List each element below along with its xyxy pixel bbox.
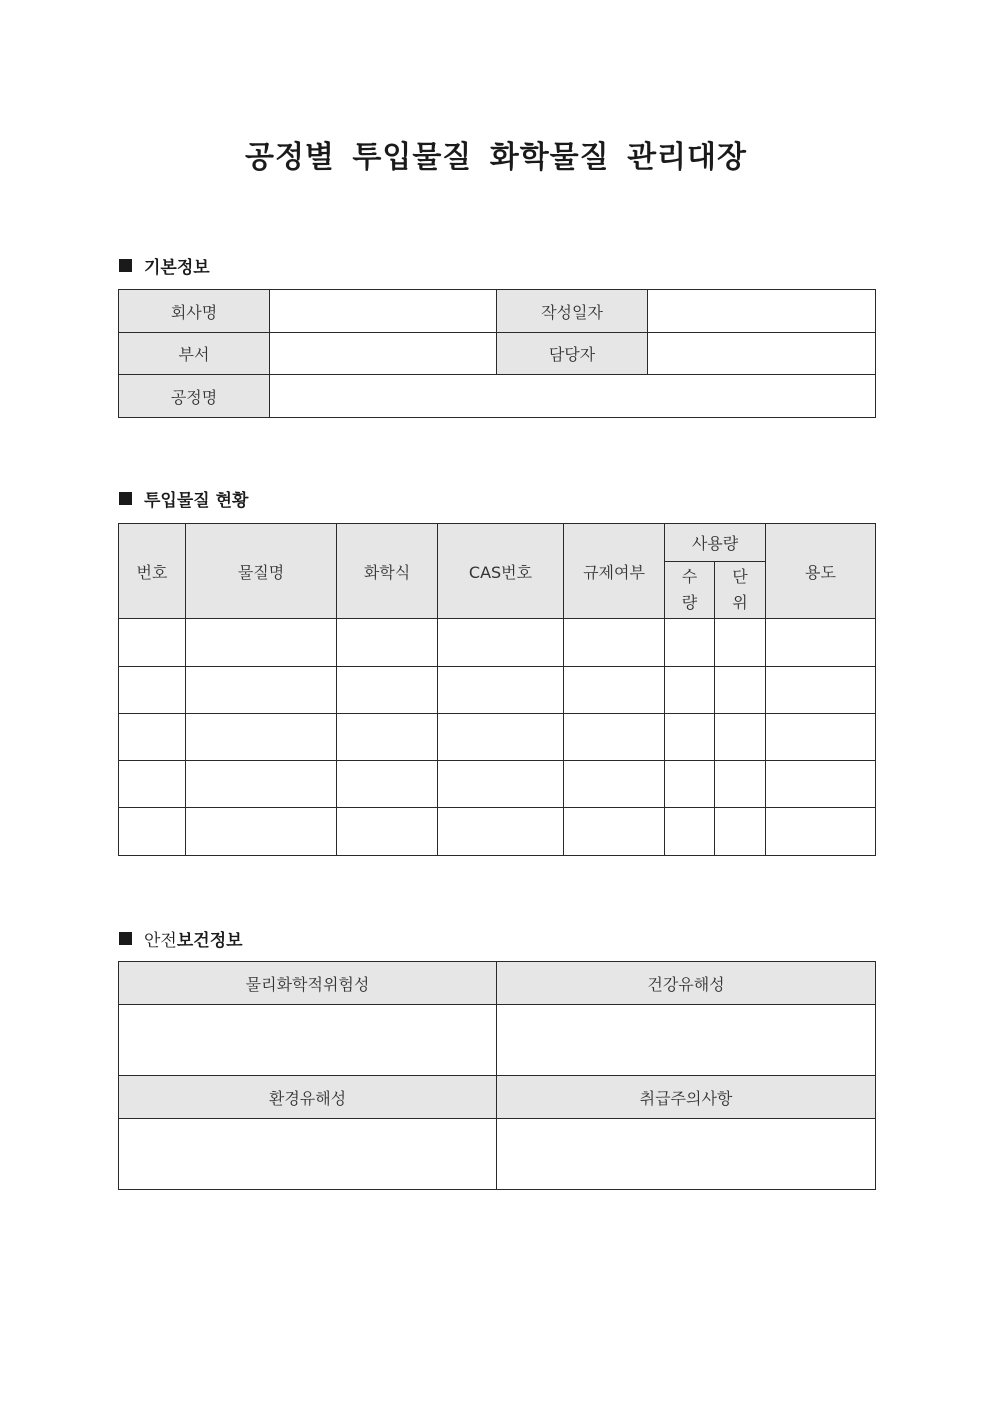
handling-precautions-label: 취급주의사항 <box>497 1076 876 1119</box>
safety-info-heading-bold: 보건정보 <box>176 931 243 951</box>
cell[interactable] <box>438 667 564 714</box>
input-materials-heading-text: 투입물질 현황 <box>144 491 249 511</box>
safety-info-table <box>118 961 876 1190</box>
square-bullet-icon <box>119 492 132 505</box>
cell[interactable] <box>564 808 665 856</box>
cell[interactable] <box>715 808 766 856</box>
col-unit <box>715 562 766 619</box>
col-quantity-char-2: 량 <box>681 593 698 612</box>
cell[interactable] <box>665 761 715 808</box>
basic-info-heading-text: 기본정보 <box>144 258 210 278</box>
col-purpose: 용도 <box>766 524 876 619</box>
square-bullet-icon <box>119 932 132 945</box>
input-materials-table <box>118 523 876 856</box>
basic-info-table <box>118 289 876 418</box>
environmental-hazard-label: 환경유해성 <box>119 1076 497 1119</box>
cell[interactable] <box>337 667 438 714</box>
cell[interactable] <box>715 619 766 667</box>
cell[interactable] <box>766 619 876 667</box>
col-unit-char-2: 위 <box>732 593 748 612</box>
col-unit-char-1: 단 <box>732 567 748 586</box>
date-label: 작성일자 <box>497 290 648 333</box>
cell[interactable] <box>665 714 715 761</box>
cell[interactable] <box>438 761 564 808</box>
cell[interactable] <box>438 714 564 761</box>
cell[interactable] <box>665 667 715 714</box>
company-field[interactable] <box>270 290 497 333</box>
cell[interactable] <box>119 667 186 714</box>
cell[interactable] <box>186 761 337 808</box>
basic-info-heading <box>119 253 210 278</box>
cell[interactable] <box>186 619 337 667</box>
table-row <box>119 761 876 808</box>
cell[interactable] <box>186 808 337 856</box>
col-chemical-formula: 화학식 <box>337 524 438 619</box>
cell[interactable] <box>119 619 186 667</box>
col-regulation: 규제여부 <box>564 524 665 619</box>
cell[interactable] <box>766 714 876 761</box>
manager-field[interactable] <box>648 333 876 375</box>
department-label: 부서 <box>119 333 270 375</box>
health-hazard-field[interactable] <box>497 1005 876 1076</box>
cell[interactable] <box>564 761 665 808</box>
cell[interactable] <box>715 714 766 761</box>
table-row <box>119 619 876 667</box>
handling-precautions-field[interactable] <box>497 1119 876 1190</box>
cell[interactable] <box>665 619 715 667</box>
document-title: 공정별 투입물질 화학물질 관리대장 <box>244 140 748 175</box>
square-bullet-icon <box>119 259 132 272</box>
cell[interactable] <box>564 619 665 667</box>
process-field[interactable] <box>270 375 876 418</box>
cell[interactable] <box>766 667 876 714</box>
cell[interactable] <box>564 667 665 714</box>
input-materials-heading <box>119 486 248 511</box>
cell[interactable] <box>665 808 715 856</box>
col-quantity <box>665 562 715 619</box>
health-hazard-label: 건강유해성 <box>497 962 876 1005</box>
cell[interactable] <box>438 808 564 856</box>
cell[interactable] <box>337 714 438 761</box>
safety-info-heading-light: 안전 <box>144 931 177 951</box>
col-cas-number: CAS번호 <box>438 524 564 619</box>
cell[interactable] <box>186 667 337 714</box>
date-field[interactable] <box>648 290 876 333</box>
cell[interactable] <box>715 761 766 808</box>
table-row <box>119 808 876 856</box>
col-quantity-char-1: 수 <box>681 567 698 586</box>
department-field[interactable] <box>270 333 497 375</box>
cell[interactable] <box>564 714 665 761</box>
cell[interactable] <box>337 761 438 808</box>
col-usage: 사용량 <box>665 524 766 562</box>
safety-info-heading <box>119 926 243 951</box>
cell[interactable] <box>119 714 186 761</box>
col-number: 번호 <box>119 524 186 619</box>
manager-label: 담당자 <box>497 333 648 375</box>
col-material-name: 물질명 <box>186 524 337 619</box>
physical-hazard-field[interactable] <box>119 1005 497 1076</box>
cell[interactable] <box>186 714 337 761</box>
physical-hazard-label: 물리화학적위험성 <box>119 962 497 1005</box>
cell[interactable] <box>337 619 438 667</box>
cell[interactable] <box>119 808 186 856</box>
cell[interactable] <box>715 667 766 714</box>
environmental-hazard-field[interactable] <box>119 1119 497 1190</box>
table-row <box>119 714 876 761</box>
company-label: 회사명 <box>119 290 270 333</box>
cell[interactable] <box>766 808 876 856</box>
cell[interactable] <box>438 619 564 667</box>
cell[interactable] <box>119 761 186 808</box>
cell[interactable] <box>766 761 876 808</box>
process-label: 공정명 <box>119 375 270 418</box>
cell[interactable] <box>337 808 438 856</box>
table-row <box>119 667 876 714</box>
